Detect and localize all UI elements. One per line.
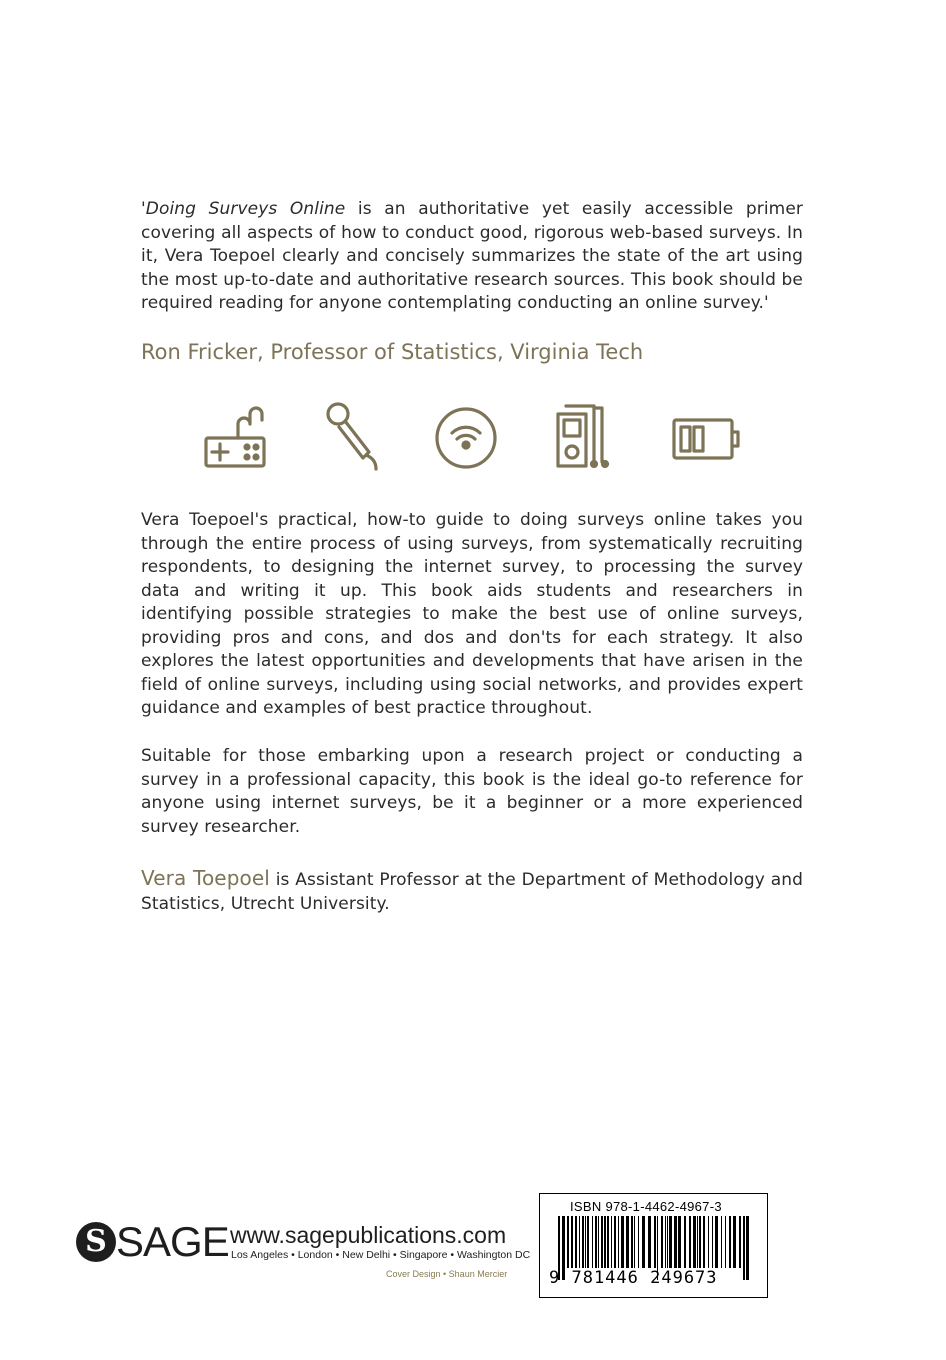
barcode-bar <box>654 1216 656 1268</box>
barcode-bar <box>669 1216 672 1268</box>
barcode-bar <box>699 1216 701 1268</box>
barcode-bar <box>693 1216 696 1268</box>
barcode-bar <box>567 1216 569 1268</box>
barcode-bar <box>739 1216 741 1268</box>
publisher-cities: Los Angeles • London • New Delhi • Singapore • Washington DC <box>231 1249 531 1261</box>
barcode-bar <box>697 1216 698 1268</box>
barcode-bar <box>585 1216 586 1268</box>
barcode-bar <box>618 1216 619 1268</box>
barcode-bar <box>678 1216 681 1268</box>
barcode-bar <box>595 1216 597 1268</box>
barcode-bar <box>582 1216 584 1268</box>
barcode-bar <box>626 1216 629 1268</box>
quote-attribution: Ron Fricker, Professor of Statistics, Virginia Tech <box>141 340 644 364</box>
barcode-bar <box>743 1216 745 1280</box>
barcode-bar <box>712 1216 713 1268</box>
barcode-bar <box>642 1216 645 1268</box>
barcode-bar <box>598 1216 599 1268</box>
author-bio <box>141 867 803 916</box>
barcode-bar <box>708 1216 709 1268</box>
music-player-icon <box>550 400 620 476</box>
barcode-bar <box>638 1216 639 1268</box>
barcode-bar <box>674 1216 677 1268</box>
barcode-bar <box>631 1216 633 1268</box>
quote-text: is an authoritative yet easily accessible primer covering all aspects of how to conduct good, rigorous web-based surveys. In it, Vera Toepoel clearly and concisely summarizes the state of the art using the most up-to-date and authoritative research sources. This book should be required reading for anyone contemplating conducting an online survey.' <box>141 199 803 313</box>
barcode-bar <box>604 1216 606 1268</box>
barcode-bar <box>725 1216 726 1268</box>
sage-logo-mark: S <box>76 1222 116 1262</box>
barcode-bar <box>703 1216 705 1268</box>
sage-logo-wordmark: SAGE <box>116 1218 229 1265</box>
barcode-bar <box>575 1216 577 1268</box>
barcode-bar <box>665 1216 666 1268</box>
game-controller-icon <box>200 400 272 476</box>
barcode-bar <box>607 1216 609 1268</box>
barcode-bar <box>601 1216 603 1268</box>
barcode-bar <box>611 1216 612 1268</box>
barcode-bar <box>592 1216 593 1268</box>
barcode-bar <box>614 1216 616 1268</box>
barcode-bar <box>715 1216 718 1268</box>
author-name: Vera Toepoel <box>141 866 270 890</box>
barcode-bar <box>729 1216 731 1268</box>
isbn-label: ISBN 978-1-4462-4967-3 <box>570 1199 722 1214</box>
barcode-bar <box>721 1216 722 1268</box>
icon-row <box>195 400 755 480</box>
barcode-bar <box>667 1216 668 1268</box>
book-title-italic: Doing Surveys Online <box>145 199 346 219</box>
battery-icon <box>670 400 744 476</box>
publisher-url: www.sagepublications.com <box>230 1222 507 1248</box>
barcode-bar <box>661 1216 663 1268</box>
barcode-bar <box>634 1216 635 1268</box>
barcode-bar <box>733 1216 736 1268</box>
barcode-digits: 9 781446 249673 <box>549 1268 718 1288</box>
description-paragraph-2: Suitable for those embarking upon a research project or conducting a survey in a professional capacity, this book is the ideal go-to reference for anyone using internet surveys, be it a beginner or a more experienced survey researcher. <box>141 746 803 837</box>
barcode-bar <box>571 1216 573 1268</box>
barcode-bar <box>648 1216 651 1268</box>
quote-open-mark: ' <box>141 199 146 219</box>
sage-logo <box>76 1218 229 1266</box>
wifi-icon <box>435 400 499 476</box>
barcode-bar <box>684 1216 686 1268</box>
cover-design-credit: Cover Design • Shaun Mercier <box>386 1269 508 1279</box>
barcode-bar <box>587 1216 589 1268</box>
barcode-bar <box>579 1216 580 1268</box>
isbn-barcode <box>539 1193 768 1298</box>
review-quote <box>141 198 803 316</box>
barcode-bar <box>621 1216 624 1268</box>
author-bio-text: is Assistant Professor at the Department of Methodology and Statistics, Utrecht University. <box>141 870 803 914</box>
microphone-icon <box>325 400 385 476</box>
barcode-bar <box>689 1216 691 1268</box>
barcode-bar <box>746 1216 749 1280</box>
description-paragraph-1: Vera Toepoel's practical, how-to guide to doing surveys online takes you through the entire process of using surveys, from systematically recruiting respondents, to designing the internet survey, to processing the survey data and writing it up. This book aids students and researchers in identifying possible strategies to make the best use of online surveys, providing pros and cons, and dos and don'ts for each strategy. It also explores the latest opportunities and developments that have arisen in the field of online surveys, including using social networks, and provides expert guidance and examples of best practice throughout. <box>141 510 803 718</box>
